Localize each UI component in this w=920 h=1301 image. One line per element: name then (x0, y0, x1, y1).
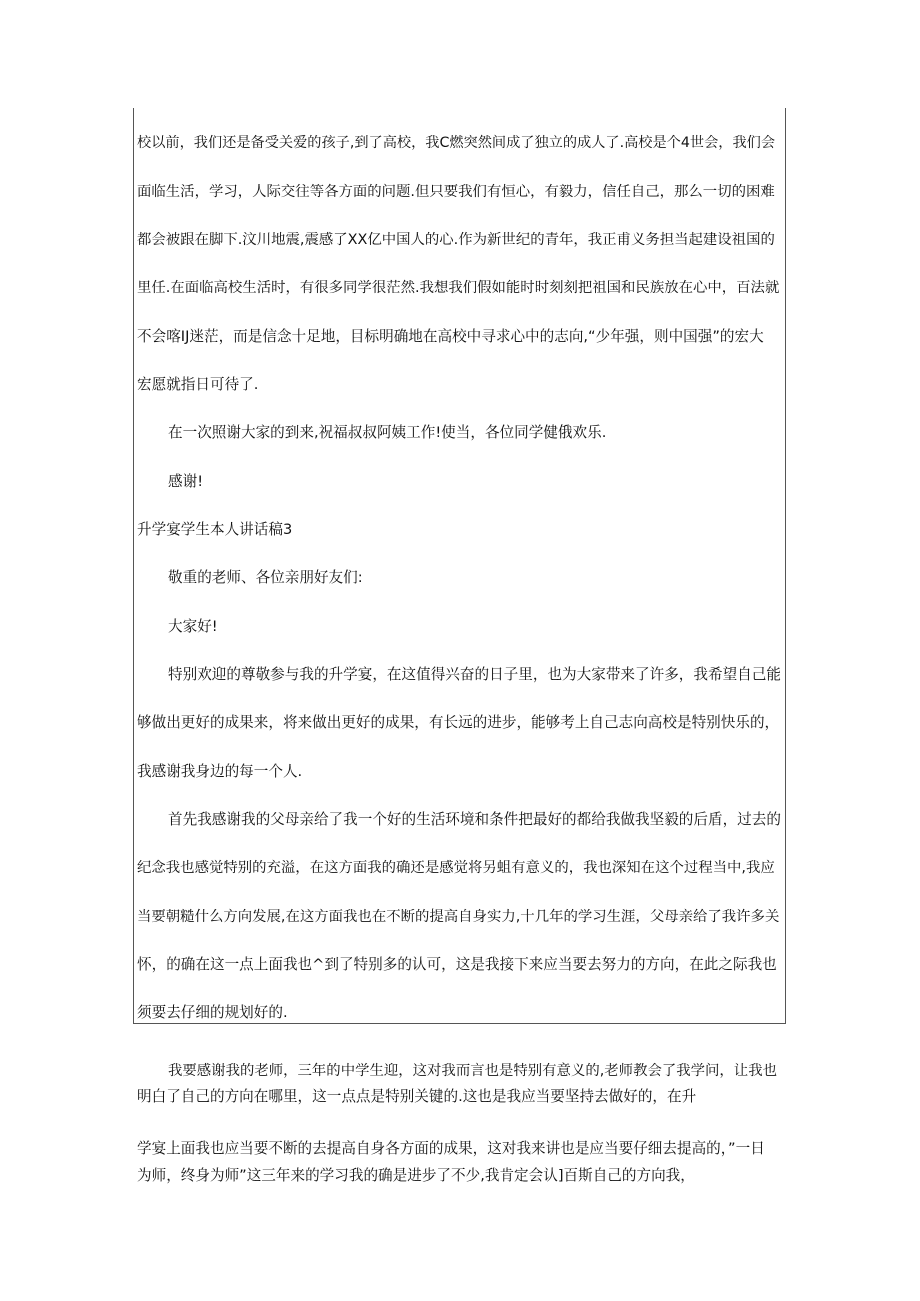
paragraph-line: 里任.在面临高校生活时，有很多同学很茫然.我想我们假如能时时刻刻把祖国和民族放在心中，百法就 (137, 280, 780, 296)
greeting-line: 敬重的老师、各位亲朋好友们: (168, 569, 363, 586)
paragraph-line: 感谢! (168, 473, 204, 490)
paragraph-line: 大家好! (168, 618, 218, 635)
paragraph-line: 为师，终身为师”这三年来的学习我的确是进步了不少,我肯定会认]百斯自己的方向我， (137, 1167, 695, 1184)
paragraph-line: 宏愿就指日可待了. (137, 376, 259, 393)
paragraph-line: 够做出更好的成果来，将来做出更好的成果，有长远的进步，能够考上自己志向高校是特别快乐的， (137, 714, 780, 731)
paragraph-line: 特别欢迎的尊敬参与我的升学宴，在这值得兴奋的日子里，也为大家带来了许多，我希望自己能 (168, 666, 781, 683)
paragraph-line: 在一次照谢大家的到来,祝福叔叔阿姨工作!使当，各位同学健俄欢乐. (168, 424, 607, 441)
paragraph-line: 面临生活，学习，人际交往等各方面的问题.但只要我们有恒心，有毅力，信任自己，那么一切的困难 (137, 184, 775, 200)
paragraph-line: 学宴上面我也应当要不断的去提高自身各方面的成果，这对我来讲也是应当要仔细去提高的，”一日 (137, 1140, 765, 1157)
paragraph-line: 怀，的确在这一点上面我也^到了特别多的认可，这是我接下来应当要去努力的方向，在此之际我也 (137, 956, 777, 973)
paragraph-line: 校以前，我们还是备受关爱的孩子,到了高校，我C燃突然间成了独立的成人了.高校是个4世会，我们会 (137, 135, 776, 151)
paragraph-line: 我要感谢我的老师，三年的中学生迎，这对我而言也是特别有意义的,老师教会了我学问，让我也 (168, 1063, 777, 1079)
paragraph-line: 首先我感谢我的父母亲给了我一个好的生活环境和条件把最好的都给我做我坚毅的后盾，过去的 (168, 811, 781, 828)
paragraph-line: 当要朝糙什么方向发展,在这方面我也在不断的提高自身实力,十几年的学习生涯，父母亲给了我许多关 (137, 909, 780, 925)
paragraph-line: 明白了自己的方向在哪里，这一点点是特别关键的.这也是我应当要坚持去做好的，在升 (137, 1088, 697, 1105)
paragraph-line: 都会被跟在脚下.汶川地震,震感了XX亿中国人的心.作为新世纪的青年，我正甫义务担当起建设祖国的 (137, 232, 775, 248)
paragraph-line: 须要去仔细的规划好的. (137, 1004, 288, 1021)
paragraph-line: 我感谢我身边的每一个人. (137, 763, 303, 780)
paragraph-line: 不会喀IJ迷茫，而是信念十足地，目标明确地在高校中寻求心中的志向,“少年强，则中国强”的宏大 (137, 328, 764, 345)
section-heading: 升学宴学生本人讲话稿3 (137, 521, 293, 538)
paragraph-line: 纪念我也感觉特别的充溢，在这方面我的确还是感觉将另蛆有意义的，我也深知在这个过程当中,我应 (137, 860, 775, 876)
